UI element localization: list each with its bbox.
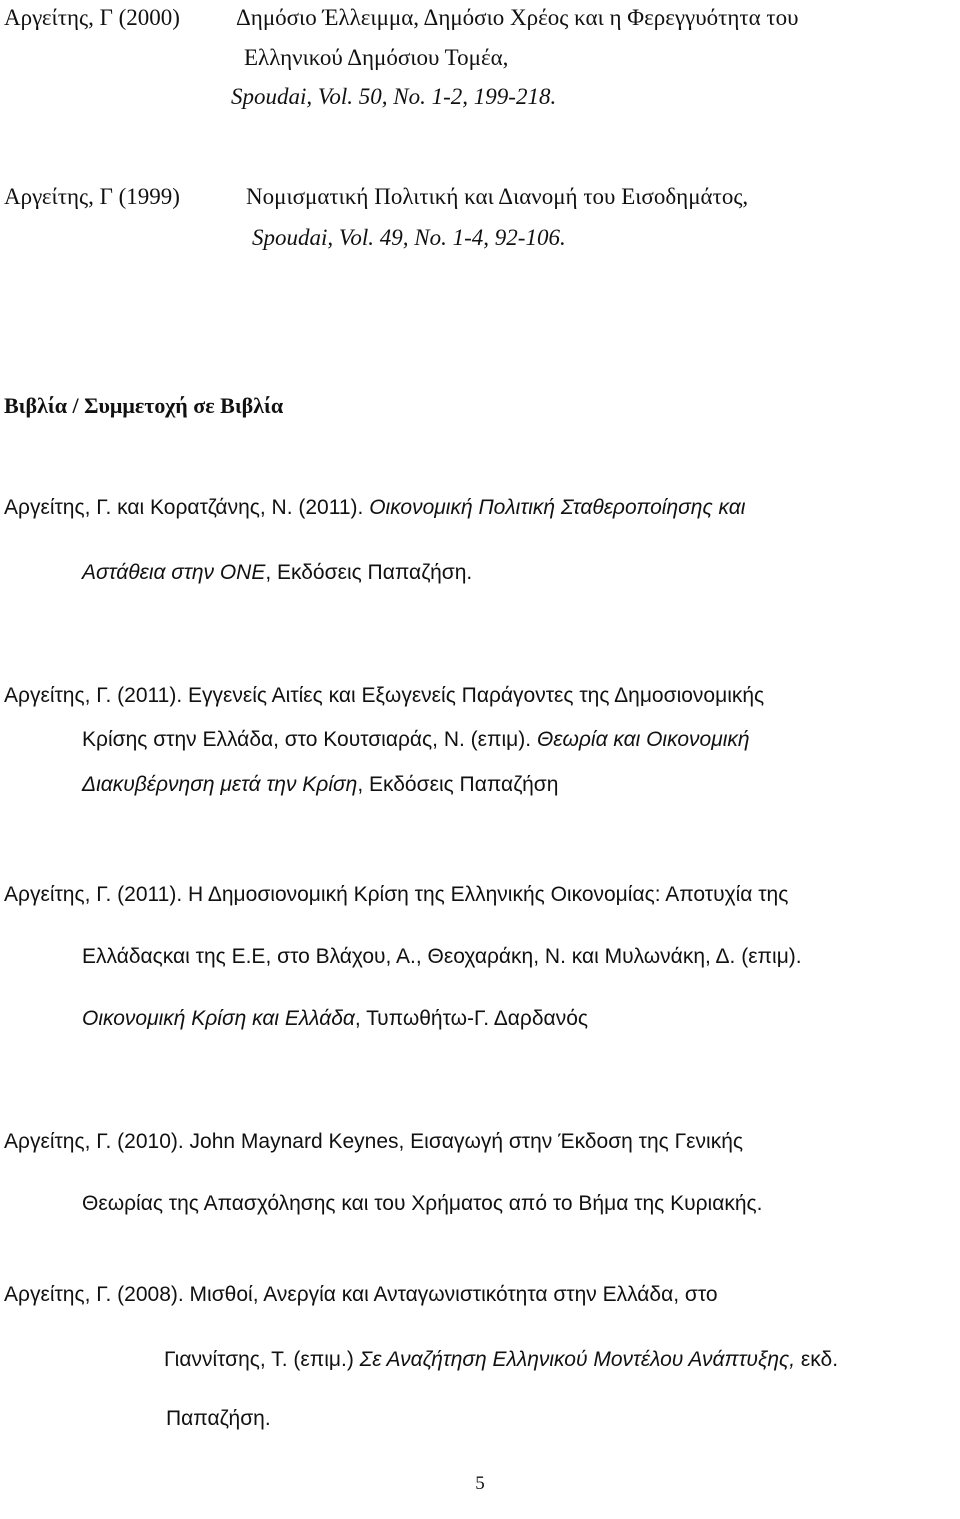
book2-line2-italic: Θεωρία και Οικονομική <box>536 728 750 751</box>
book2-line3-italic: Διακυβέρνηση μετά την Κρίση <box>82 773 358 796</box>
book2-line1: Αργείτης, Γ. (2011). Εγγενείς Αιτίες και Εξωγενείς Παράγοντες της Δημοσιονομικής <box>4 684 765 707</box>
book3-line3-italic: Οικονομική Κρίση και Ελλάδα <box>82 1007 355 1030</box>
book1-line2 <box>82 559 472 587</box>
book5-line1: Αργείτης, Γ. (2008). Μισθοί, Ανεργία και Ανταγωνιστικότητα στην Ελλάδα, στο <box>4 1283 718 1306</box>
book2-line3-tail: , Εκδόσεις Παπαζήση <box>357 773 559 796</box>
book3-line2: Ελλάδαςκαι της Ε.Ε, στο Βλάχου, Α., Θεοχαράκη, Ν. και Μυλωνάκη, Δ. (επιμ). <box>82 945 802 968</box>
page-number: 5 <box>475 1473 485 1494</box>
book3-line3 <box>82 1005 588 1033</box>
book1-tail: , Εκδόσεις Παπαζήση. <box>265 561 473 584</box>
book2-line3 <box>82 771 558 799</box>
book1-title1: Οικονομική Πολιτική Σταθεροποίησης και <box>369 496 746 519</box>
book5-line2 <box>164 1346 838 1374</box>
book2-line2 <box>82 726 750 754</box>
ref1-journal: Spoudai, Vol. 50, No. 1-2, 199-218. <box>231 84 557 109</box>
book5-line2-plain: Γιαννίτσης, Τ. (επιμ.) <box>164 1348 360 1371</box>
ref1-author: Αργείτης, Γ (2000) <box>4 5 180 30</box>
book5-line2-tail: εκδ. <box>795 1348 839 1371</box>
book5-line2-italic: Σε Αναζήτηση Ελληνικού Μοντέλου Ανάπτυξης, <box>359 1348 796 1371</box>
book3-line1: Αργείτης, Γ. (2011). Η Δημοσιονομική Κρίση της Ελληνικής Οικονομίας: Αποτυχία της <box>4 883 789 906</box>
book3-line3-tail: , Τυπωθήτω-Γ. Δαρδανός <box>354 1007 589 1030</box>
book4-line1: Αργείτης, Γ. (2010). John Maynard Keynes, Εισαγωγή στην Έκδοση της Γενικής <box>4 1130 743 1153</box>
ref1-title-line1: Δημόσιο Έλλειμμα, Δημόσιο Χρέος και η Φερεγγυότητα του <box>236 5 799 30</box>
book4-line2: Θεωρίας της Απασχόλησης και του Χρήματος από το Βήμα της Κυριακής. <box>82 1192 763 1215</box>
book1-line1 <box>4 494 745 522</box>
book2-line2-plain: Κρίσης στην Ελλάδα, στο Κουτσιαράς, Ν. (επιμ). <box>82 728 537 751</box>
ref2-author: Αργείτης, Γ (1999) <box>4 184 180 209</box>
book1-lead: Αργείτης, Γ. και Κορατζάνης, Ν. (2011). <box>4 496 370 519</box>
ref2-journal: Spoudai, Vol. 49, No. 1-4, 92-106. <box>252 225 566 250</box>
ref2-title-line1: Νομισματική Πολιτική και Διανομή του Εισοδημάτος, <box>246 184 749 209</box>
section-heading-books: Βιβλία / Συμμετοχή σε Βιβλία <box>4 393 284 418</box>
book5-line3: Παπαζήση. <box>166 1407 271 1430</box>
ref1-title-line2: Ελληνικού Δημόσιου Τομέα, <box>244 45 509 70</box>
book1-title2: Αστάθεια στην ΟΝΕ <box>82 561 266 584</box>
